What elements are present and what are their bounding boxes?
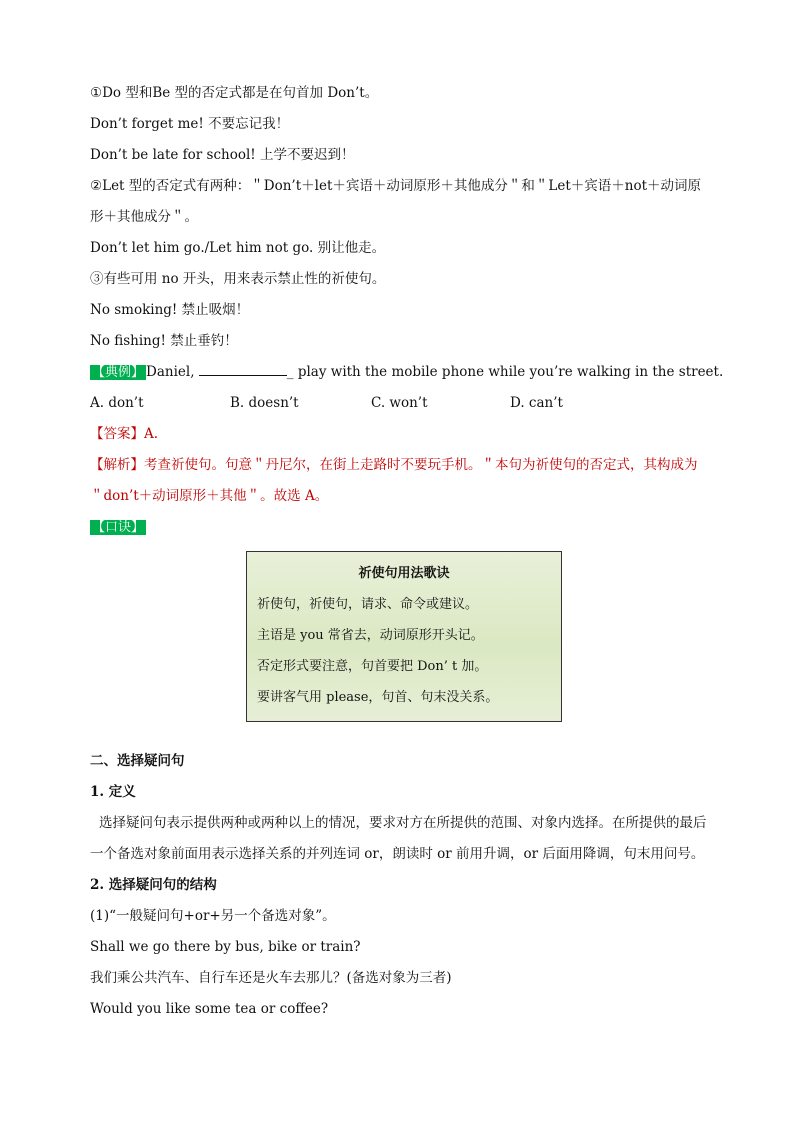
mnemonic-tag: 【口诀】 [92,520,145,535]
definition-text: 选择疑问句表示提供两种或两种以上的情况，要求对方在所提供的范围、对象内选择。在所提供的最后一个备选对象前面用表示选择关系的并列连词 or，朗读时 or 前用升调，or 后面用降调，句末用问号。 [90,815,707,862]
rule-line: No fishing! 禁止垂钓！ [90,333,238,349]
document-page [90,78,724,1025]
option-b: B. doesn’t [230,395,299,411]
structure-line: Would you like some tea or coffee? [90,1001,329,1017]
rule-line: No smoking! 禁止吸烟！ [90,302,250,318]
mnemonic-line: 主语是 you 常省去，动词原形开头记。 [257,628,484,643]
structure-line: 我们乘公共汽车、自行车还是火车去那儿？(备选对象为三者) [90,970,452,986]
analysis-line-1 [90,450,715,481]
mnemonic-box [246,551,562,722]
mnemonic-title: 祈使句用法歌诀 [358,566,450,581]
analysis-text: 考查祈使句。句意＂丹尼尔，在街上走路时不要玩手机。＂本句为祈使句的否定式，其构成为 [144,457,698,473]
analysis-label: 【解析】 [90,457,144,473]
rule-line: Don’t be late for school! 上学不要迟到！ [90,147,355,163]
example-tag: 【典例】 [92,365,145,380]
definition-heading: 1. 定义 [90,784,136,800]
option-c: C. won’t [371,395,428,411]
example-question [90,357,724,388]
answer-line [90,419,715,450]
mnemonic-line: 祈使句，祈使句，请求、命令或建议。 [257,597,479,612]
answer-value: A. [144,426,159,442]
example-options [90,388,715,419]
mnemonic-line: 否定形式要注意，句首要把 Don’ t 加。 [257,659,488,674]
option-d: D. can’t [510,395,563,411]
section-heading: 二、选择疑问句 [90,753,185,769]
rule-line: 形＋其他成分＂。 [90,209,198,225]
rule-line: Don’t let him go./Let him not go. 别让他走。 [90,240,386,256]
rule-line: ③有些可用 no 开头，用来表示禁止性的祈使句。 [90,271,386,287]
structure-line: Shall we go there by bus, bike or train? [90,939,361,955]
option-a: A. don’t [90,395,144,411]
example-before-blank: Daniel, [146,364,199,380]
rule-line: Don’t forget me! 不要忘记我！ [90,116,290,132]
mnemonic-line: 要讲客气用 please，句首、句末没关系。 [257,690,499,705]
mnemonic-tag-line [90,512,715,543]
rule-line: ①Do 型和Be 型的否定式都是在句首加 Don’t。 [90,85,379,101]
example-after-blank: _ play with the mobile phone while you’re walking in the street. [286,364,724,380]
rule-line: ②Let 型的否定式有两种：＂Don’t＋let＋宾语＋动词原形＋其他成分＂和＂Let＋宾语＋not＋动词原 [90,178,701,194]
answer-label: 【答案】 [90,426,144,442]
analysis-line-2: ＂don’t＋动词原形＋其他＂。故选 A。 [90,488,329,504]
structure-line: (1)“一般疑问句+or+另一个备选对象”。 [90,908,336,924]
answer-blank [199,363,287,376]
structure-heading: 2. 选择疑问句的结构 [90,877,217,893]
